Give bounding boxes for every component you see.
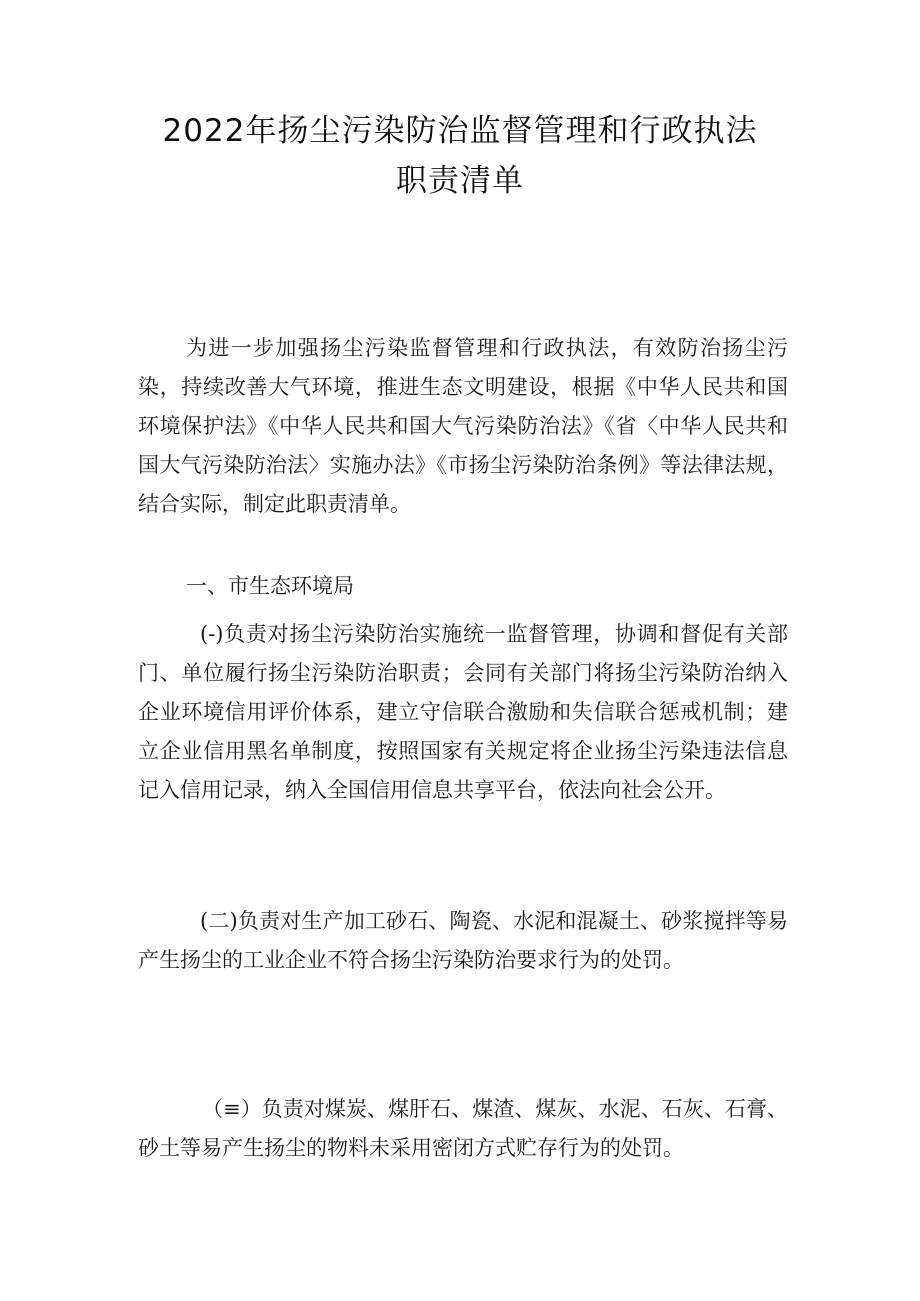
responsibility-item-3: （≡）负责对煤炭、煤肝石、煤渣、煤灰、水泥、石灰、石膏、砂土等易产生扬尘的物料未采用密闭方式贮存行为的处罚。 (138, 1097, 788, 1160)
responsibility-item-1: (-)负责对扬尘污染防治实施统一监督管理，协调和督促有关部门、单位履行扬尘污染防治职责；会同有关部门将扬尘污染防治纳入企业环境信用评价体系，建立守信联合激励和失信联合惩戒机制；建立企业信用黑名单制度，按照国家有关规定将企业扬尘污染违法信息记入信用记录，纳入全国信用信息共享平台，依法向社会公开。 (138, 622, 788, 802)
intro-paragraph: 为进一步加强扬尘污染监督管理和行政执法，有效防治扬尘污染，持续改善大气环境，推进生态文明建设，根据《中华人民共和国环境保护法》《中华人民共和国大气污染防治法》《省〈中华人民共和国大气污染防治法〉实施办法》《市扬尘污染防治条例》等法律法规，结合实际，制定此职责清单。 (138, 336, 788, 516)
document-title-line-1: 2022年扬尘污染防治监督管理和行政执法 (162, 113, 758, 149)
document-title-line-2: 职责清单 (396, 163, 524, 199)
section-heading: 一、市生态环境局 (186, 574, 354, 598)
responsibility-item-2: (二)负责对生产加工砂石、陶瓷、水泥和混凝土、砂浆搅拌等易产生扬尘的工业企业不符合扬尘污染防治要求行为的处罚。 (138, 909, 788, 972)
